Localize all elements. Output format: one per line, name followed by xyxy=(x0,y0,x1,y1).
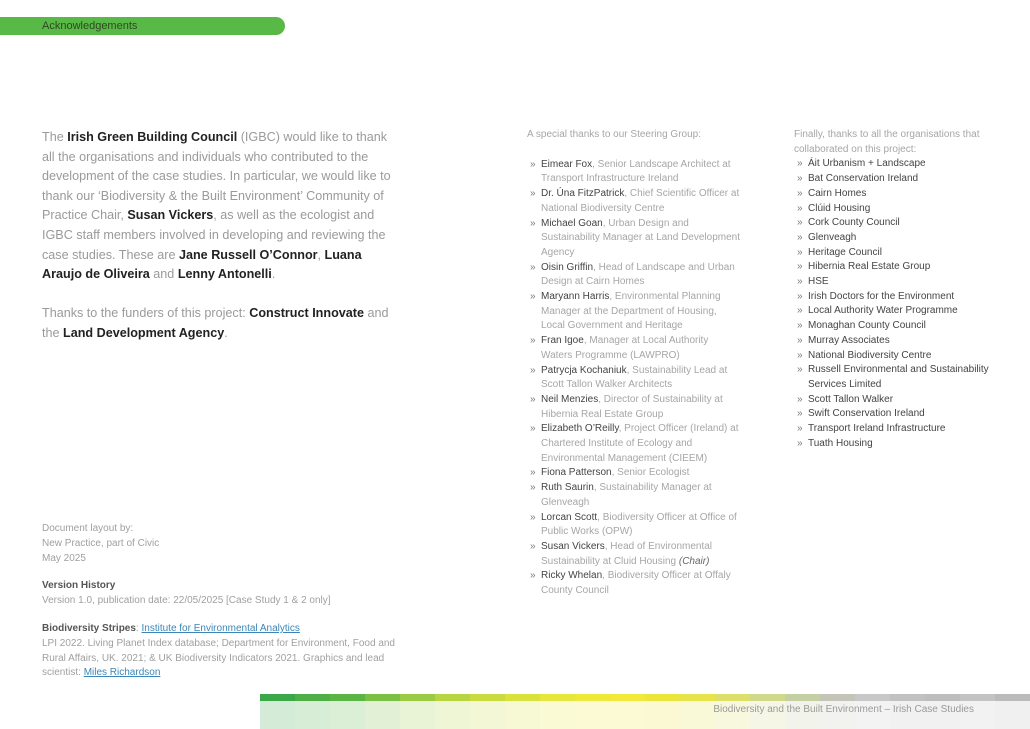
stripe xyxy=(750,694,785,701)
bullet-icon: » xyxy=(797,349,803,361)
stripe xyxy=(260,694,295,701)
stripe-pale xyxy=(330,701,365,729)
organisation-item xyxy=(794,363,994,392)
bullet-icon: » xyxy=(797,408,803,420)
member-role: , Director of Sustainability at Hibernia Real Estate Group xyxy=(541,393,723,420)
member-role: , Manager at Local Authority Waters Programme (LAWPRO) xyxy=(541,335,709,361)
steering-intro: A special thanks to our Steering Group: xyxy=(527,129,701,140)
member-role: , Head of Environmental Sustainability at Cluid Housing (Chair) xyxy=(541,540,713,567)
highlighted-name: Susan Vickers xyxy=(127,208,214,223)
organisation-item xyxy=(794,187,994,202)
organisation-name: Scott Tallon Walker xyxy=(808,393,894,405)
organisations xyxy=(794,128,994,451)
member-name: Michael Goan xyxy=(541,217,603,229)
organisation-item xyxy=(794,349,994,364)
highlighted-name: Irish Green Building Council xyxy=(67,130,238,144)
steering-member xyxy=(527,511,742,540)
bullet-icon: » xyxy=(797,305,803,317)
bullet-icon: » xyxy=(797,202,803,214)
bullet-icon: » xyxy=(797,276,803,288)
member-role: , Senior Landscape Architect at Transport Infrastructure Ireland xyxy=(541,158,731,185)
organisation-name: National Biodiversity Centre xyxy=(808,349,932,361)
member-role: , Project Officer (Ireland) at Chartered Institute of Ecology and Environmental Management (CIEEM) xyxy=(541,423,739,464)
steering-list xyxy=(527,158,742,599)
stripe xyxy=(855,694,890,701)
member-role: , Chief Scientific Officer at National Biodiversity Centre xyxy=(541,188,740,214)
steering-member xyxy=(527,261,742,290)
highlighted-name: Jane Russell O’Connor xyxy=(178,247,318,262)
member-name: Maryann Harris xyxy=(541,291,610,303)
bullet-icon: » xyxy=(797,393,803,405)
highlighted-name: Luana Araujo de Oliveira xyxy=(42,247,362,282)
organisation-item xyxy=(794,260,994,275)
organisation-name: Hibernia Real Estate Group xyxy=(808,261,931,273)
bullet-icon: » xyxy=(797,290,803,302)
stripe xyxy=(645,694,680,701)
stripe-pale xyxy=(365,701,400,729)
member-role: , Environmental Planning Manager at the Department of Housing, Local Government and Heritage xyxy=(541,291,721,332)
organisation-item xyxy=(794,304,994,319)
intro-run: Thanks to the funders of this project: xyxy=(42,306,250,321)
bullet-icon: » xyxy=(530,217,536,229)
organisation-item xyxy=(794,437,994,452)
organisation-item xyxy=(794,393,994,408)
organisation-item xyxy=(794,231,994,246)
member-name: Patrycja Kochaniuk xyxy=(541,364,627,376)
intro-paragraph-2 xyxy=(42,304,392,343)
organisation-item xyxy=(794,202,994,217)
organisation-name: Heritage Council xyxy=(808,246,882,258)
organisation-name: Transport Ireland Infrastructure xyxy=(808,423,946,435)
iea-link[interactable]: Institute for Environmental Analytics xyxy=(141,622,300,634)
intro-run: and xyxy=(149,267,178,282)
organisation-name: Cairn Homes xyxy=(808,187,867,199)
organisation-name: Glenveagh xyxy=(808,231,857,243)
highlighted-name: Construct Innovate xyxy=(249,306,364,321)
bullet-icon: » xyxy=(530,158,536,170)
intro-run: , as well as the ecologist and IGBC staff members involved in developing and reviewing the case studies. These are xyxy=(42,208,386,262)
intro-run: (IGBC) would like to thank all the organisations and individuals who contributed to the development of the case studies. In particular, we would like to thank our ‘Biodiversity & the Built Environment’ Community of Practice Chair, xyxy=(42,130,391,223)
stripe xyxy=(330,694,365,701)
bullet-icon: » xyxy=(530,261,536,273)
steering-member xyxy=(527,569,742,598)
organisation-name: Monaghan County Council xyxy=(808,320,926,332)
steering-group xyxy=(527,128,742,599)
steering-member xyxy=(527,334,742,363)
member-name: Elizabeth O’Reilly xyxy=(541,423,619,435)
stripe xyxy=(365,694,400,701)
steering-member xyxy=(527,393,742,422)
bullet-icon: » xyxy=(797,334,803,346)
stripe xyxy=(925,694,960,701)
organisation-name: Murray Associates xyxy=(808,334,890,346)
member-name: Ricky Whelan xyxy=(541,570,603,582)
bullet-icon: » xyxy=(530,467,536,479)
stripe xyxy=(820,694,855,701)
organisation-name: Russell Environmental and Sustainability Services Limited xyxy=(808,364,989,390)
layout-credit-line: Document layout by: xyxy=(42,523,134,534)
bullet-icon: » xyxy=(530,364,536,376)
steering-member xyxy=(527,158,742,187)
organisations-list xyxy=(794,157,994,451)
organisation-item xyxy=(794,422,994,437)
bullet-icon: » xyxy=(530,540,536,552)
steering-member xyxy=(527,481,742,510)
organisation-item xyxy=(794,290,994,305)
intro-paragraph-1 xyxy=(42,128,392,285)
member-role: , Biodiversity Officer at Offaly County Council xyxy=(541,570,731,597)
bullet-icon: » xyxy=(797,246,803,258)
stripe xyxy=(505,694,540,701)
steering-member xyxy=(527,217,742,261)
bullet-icon: » xyxy=(797,437,803,449)
member-name: Lorcan Scott xyxy=(541,511,598,523)
bullet-icon: » xyxy=(530,570,536,582)
organisation-item xyxy=(794,157,994,172)
credits xyxy=(42,522,402,694)
organisation-name: Clúid Housing xyxy=(808,202,871,214)
bullet-icon: » xyxy=(530,291,536,303)
organisation-name: Swift Conservation Ireland xyxy=(808,408,925,420)
bullet-icon: » xyxy=(797,261,803,273)
stripes-heading: Biodiversity Stripes xyxy=(42,622,136,634)
member-name: Ruth Saurin xyxy=(541,482,594,494)
stripe-pale xyxy=(435,701,470,729)
stripe-pale xyxy=(575,701,610,729)
bullet-icon: » xyxy=(530,188,536,200)
stripe-pale xyxy=(505,701,540,729)
organisations-intro: Finally, thanks to all the organisations that collaborated on this project: xyxy=(794,129,980,155)
organisation-name: HSE xyxy=(808,276,829,288)
intro-run: . xyxy=(271,267,276,282)
steering-member xyxy=(527,187,742,216)
organisation-name: Tuath Housing xyxy=(808,437,873,449)
bullet-icon: » xyxy=(530,482,536,494)
stripe-pale xyxy=(400,701,435,729)
stripe xyxy=(890,694,925,701)
steering-member xyxy=(527,466,742,481)
bullet-icon: » xyxy=(530,423,536,435)
bullet-icon: » xyxy=(797,320,803,332)
stripes-separator: : xyxy=(135,622,142,634)
stripe-pale xyxy=(260,701,295,729)
stripe xyxy=(435,694,470,701)
stripe xyxy=(400,694,435,701)
bullet-icon: » xyxy=(797,364,803,376)
organisation-name: Bat Conservation Ireland xyxy=(808,173,919,185)
stripe-pale xyxy=(995,701,1030,729)
intro-run: . xyxy=(224,325,228,340)
stripe xyxy=(575,694,610,701)
steering-member xyxy=(527,364,742,393)
organisation-item xyxy=(794,246,994,261)
member-name: Fran Igoe xyxy=(541,335,584,347)
member-name: Oisin Griffin xyxy=(541,261,594,273)
stripes-credit xyxy=(42,622,402,681)
member-name: Dr. Úna FitzPatrick xyxy=(541,188,625,200)
member-role: , Sustainability Manager at Glenveagh xyxy=(541,482,712,508)
bullet-icon: » xyxy=(797,423,803,435)
bullet-icon: » xyxy=(530,511,536,523)
stripe xyxy=(960,694,995,701)
steering-member xyxy=(527,290,742,334)
organisation-name: Irish Doctors for the Environment xyxy=(808,290,955,302)
member-role: , Biodiversity Officer at Office of Public Works (OPW) xyxy=(541,511,737,538)
member-name: Eimear Fox xyxy=(541,158,593,170)
organisation-item xyxy=(794,319,994,334)
stripe-pale xyxy=(645,701,680,729)
bullet-icon: » xyxy=(530,393,536,405)
section-tab xyxy=(0,17,285,35)
intro-run: The xyxy=(42,130,68,144)
intro-run: , xyxy=(317,247,325,262)
stripe xyxy=(680,694,715,701)
version-text: Version 1.0, publication date: 22/05/2025 [Case Study 1 & 2 only] xyxy=(42,595,331,607)
bullet-icon: » xyxy=(797,217,803,229)
version-history xyxy=(42,579,402,609)
organisation-item xyxy=(794,216,994,231)
stripe xyxy=(470,694,505,701)
section-tab-label: Acknowledgements xyxy=(42,20,138,32)
stripe-pale xyxy=(295,701,330,729)
steering-member xyxy=(527,540,742,569)
stripes-band xyxy=(260,694,1030,701)
layout-credit xyxy=(42,522,402,566)
footer-title: Biodiversity and the Built Environment – Irish Case Studies xyxy=(713,704,974,715)
organisation-name: Local Authority Water Programme xyxy=(808,305,958,317)
stripe xyxy=(610,694,645,701)
bullet-icon: » xyxy=(797,158,803,170)
member-role: , Senior Ecologist xyxy=(611,467,690,479)
layout-credit-line: May 2025 xyxy=(42,552,86,564)
stripe xyxy=(295,694,330,701)
member-name: Neil Menzies xyxy=(541,393,599,405)
stripe-pale xyxy=(610,701,645,729)
intro-text xyxy=(42,128,392,363)
stripe xyxy=(785,694,820,701)
steering-member xyxy=(527,422,742,466)
organisation-item xyxy=(794,407,994,422)
stripes-source-text: LPI 2022. Living Planet Index database; Department for Environment, Food and Rural Affairs, UK. 2021; & UK Biodiversity Indicators 2021. Graphics and lead scientist: xyxy=(42,637,395,679)
bullet-icon: » xyxy=(797,231,803,243)
organisation-item xyxy=(794,275,994,290)
member-role: , Urban Design and Sustainability Manager at Land Development Agency xyxy=(541,217,741,258)
highlighted-name: Lenny Antonelli xyxy=(177,267,272,282)
version-heading: Version History xyxy=(42,580,116,592)
member-name: Susan Vickers xyxy=(541,540,605,552)
stripe xyxy=(995,694,1030,701)
stripe-pale xyxy=(680,701,715,729)
member-role: , Sustainability Lead at Scott Tallon Walker Architects xyxy=(541,364,728,391)
bullet-icon: » xyxy=(797,187,803,199)
stripe xyxy=(715,694,750,701)
stripe-pale xyxy=(540,701,575,729)
bullet-icon: » xyxy=(530,335,536,347)
bullet-icon: » xyxy=(797,173,803,185)
organisation-name: Áit Urbanism + Landscape xyxy=(808,158,926,170)
highlighted-name: Land Development Agency xyxy=(63,325,225,340)
stripe-pale xyxy=(470,701,505,729)
intro-run: and the xyxy=(42,306,389,340)
organisation-item xyxy=(794,334,994,349)
miles-richardson-link[interactable]: Miles Richardson xyxy=(83,667,161,679)
member-role: , Head of Landscape and Urban Design at Cairn Homes xyxy=(541,261,735,288)
stripe xyxy=(540,694,575,701)
layout-credit-line: New Practice, part of Civic xyxy=(42,537,160,549)
organisation-name: Cork County Council xyxy=(808,217,900,229)
member-name: Fiona Patterson xyxy=(541,467,612,479)
organisation-item xyxy=(794,172,994,187)
